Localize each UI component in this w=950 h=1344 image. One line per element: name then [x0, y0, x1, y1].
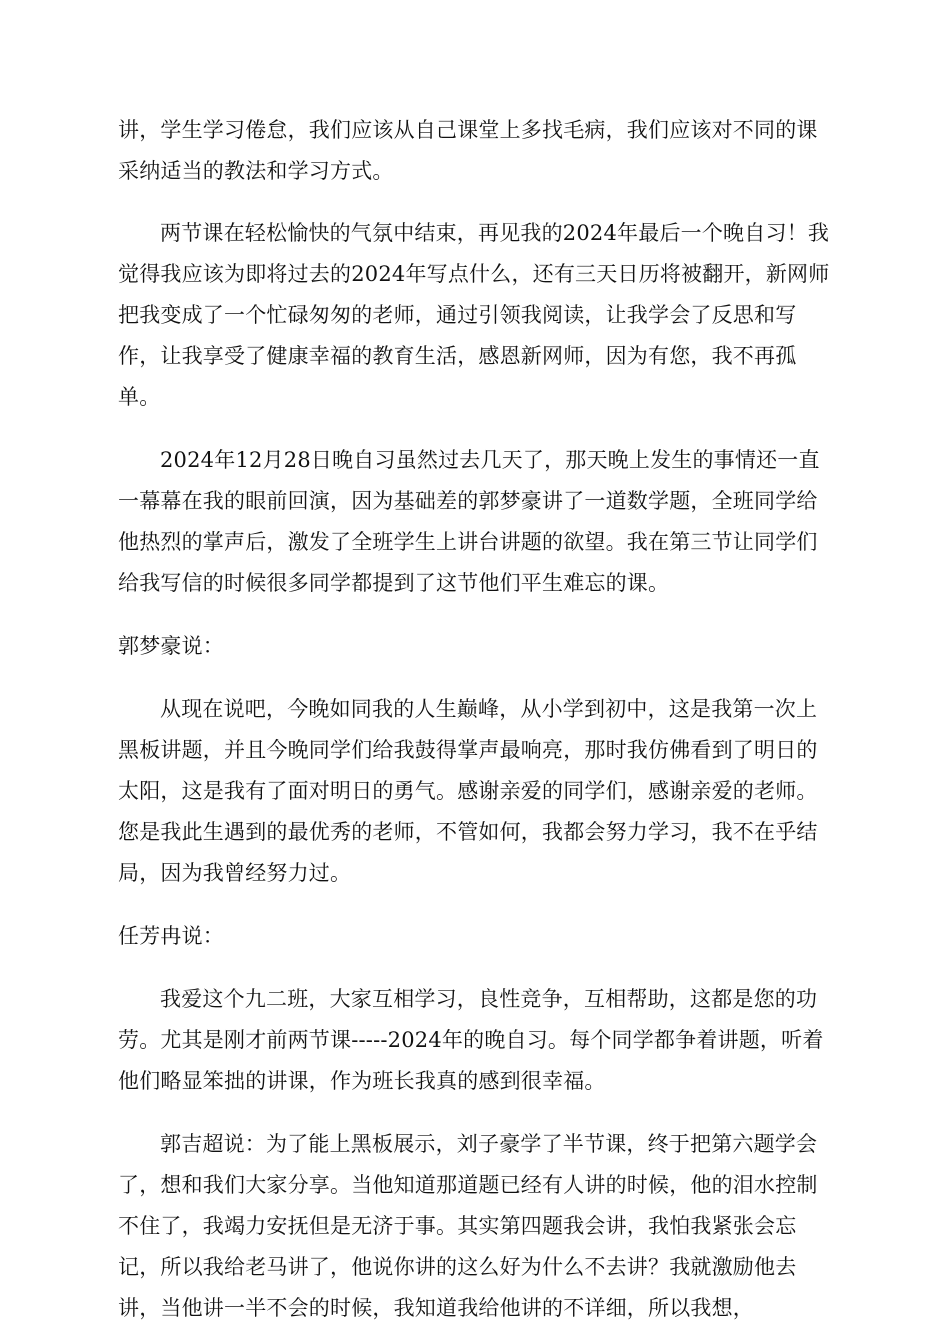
speaker-heading-ren-fangran: 任芳冉说：: [118, 924, 224, 948]
document-body: [118, 110, 833, 1329]
paragraph-3: 2024年12月28日晚自习虽然过去几天了，那天晚上发生的事情还一直一幕幕在我的眼前回演，因为基础差的郭梦豪讲了一道数学题，全班同学给他热烈的掌声后，激发了全班学生上讲台讲题的欲望。我在第三节让同学们给我写信的时候很多同学都提到了这节他们平生难忘的课。: [118, 448, 820, 595]
quote-guo-jichao: 郭吉超说：为了能上黑板展示，刘子豪学了半节课，终于把第六题学会了，想和我们大家分享。当他知道那道题已经有人讲的时候，他的泪水控制不住了，我竭力安抚但是无济于事。其实第四题我会讲，我怕我紧张会忘记，所以我给老马讲了，他说你讲的这么好为什么不去讲？我就激励他去讲，当他讲一半不会的时候，我知道我给他讲的不详细，所以我想，: [118, 1132, 818, 1320]
quote-guo-menghao: 从现在说吧，今晚如同我的人生巅峰，从小学到初中，这是我第一次上黑板讲题，并且今晚同学们给我鼓得掌声最响亮，那时我仿佛看到了明日的太阳，这是我有了面对明日的勇气。感谢亲爱的同学们，感谢亲爱的老师。您是我此生遇到的最优秀的老师，不管如何，我都会努力学习，我不在乎结局，因为我曾经努力过。: [118, 697, 818, 885]
speaker-heading-guo-menghao: 郭梦豪说：: [118, 634, 224, 658]
quote-ren-fangran: 我爱这个九二班，大家互相学习，良性竞争，互相帮助，这都是您的功劳。尤其是刚才前两节课-----2024年的晚自习。每个同学都争着讲题，听着他们略显笨拙的讲课，作为班长我真的感到很幸福。: [118, 987, 824, 1093]
paragraph-2: 两节课在轻松愉快的气氛中结束，再见我的2024年最后一个晚自习！我觉得我应该为即将过去的2024年写点什么，还有三天日历将被翻开，新网师把我变成了一个忙碌匆匆的老师，通过引领我阅读，让我学会了反思和写作，让我享受了健康幸福的教育生活，感恩新网师，因为有您，我不再孤单。: [118, 221, 830, 409]
paragraph-1: 讲，学生学习倦怠，我们应该从自己课堂上多找毛病，我们应该对不同的课采纳适当的教法和学习方式。: [118, 118, 818, 183]
